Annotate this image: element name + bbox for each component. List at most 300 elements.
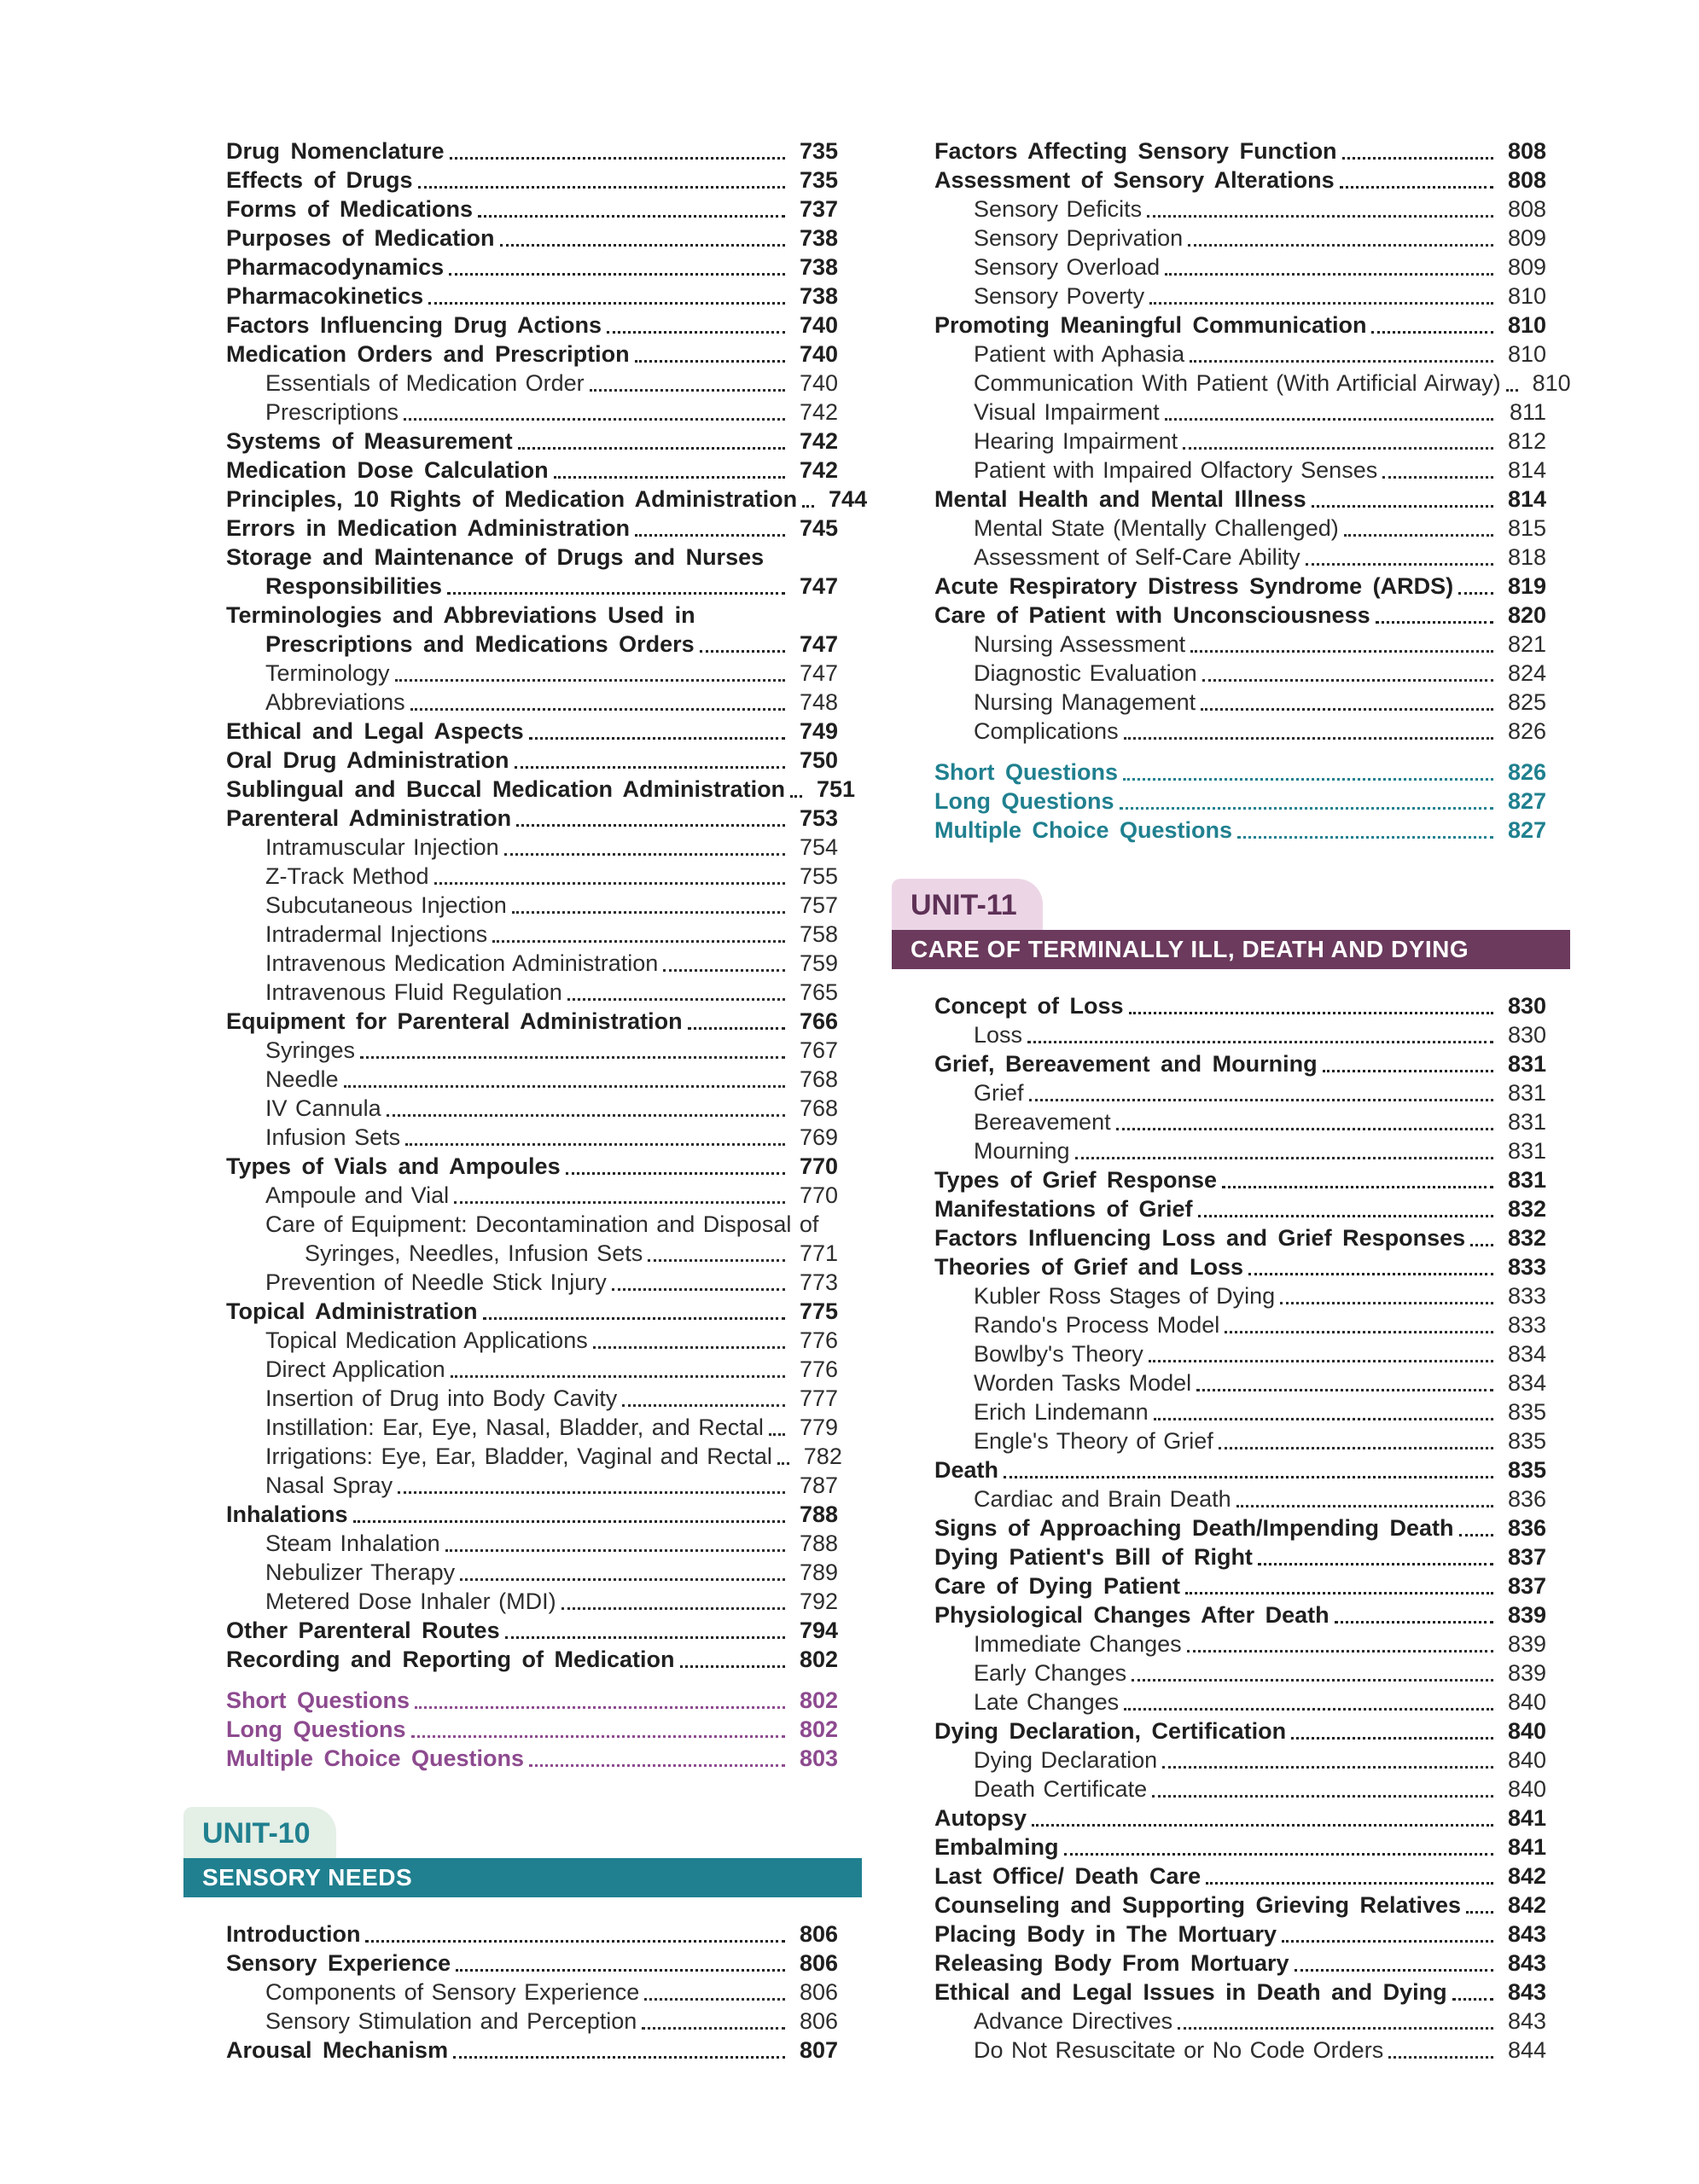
toc-entry-label: Mental Health and Mental Illness [934,486,1306,512]
dot-leader [769,1433,785,1436]
toc-entry-label: Equipment for Parenteral Administration [226,1008,683,1034]
dot-leader [1190,650,1493,653]
toc-entry-label: Types of Grief Response [934,1167,1218,1193]
page-number: 776 [799,1356,838,1382]
toc-entry-label: Embalming [934,1834,1059,1860]
toc-entry-label: Medication Dose Calculation [226,457,549,483]
toc-entry-label: Sublingual and Buccal Medication Administration [226,776,786,802]
toc-row [226,891,838,920]
page-number: 770 [799,1182,838,1208]
toc-entry-label: Syringes, Needles, Infusion Sets [305,1240,643,1266]
dot-leader [1075,1157,1493,1159]
dot-leader [434,882,785,885]
toc-entry-label: Oral Drug Administration [226,747,509,773]
page-number: 777 [799,1385,838,1411]
toc-row [934,1862,1546,1891]
dot-leader [1064,1853,1493,1856]
page-number: 735 [799,167,838,193]
page-number: 749 [799,718,838,744]
toc-entry-label: Advance Directives [974,2008,1173,2034]
toc-entry-label: Intravenous Fluid Regulation [265,979,562,1005]
toc-row [226,601,838,630]
toc-list [183,1920,862,2065]
dot-leader [1335,1621,1493,1623]
page-number: 836 [1507,1515,1546,1541]
page-number: 809 [1507,225,1546,251]
toc-row [226,833,838,862]
toc-entry-label: Introduction [226,1921,361,1947]
page-number: 767 [799,1037,838,1063]
toc-entry-label: Nebulizer Therapy [265,1560,456,1585]
toc-entry-label: Recording and Reporting of Medication [226,1647,675,1672]
toc-entry-label: Essentials of Medication Order [265,370,585,396]
toc-entry-label: Promoting Meaningful Communication [934,312,1367,338]
toc-entry-label: Death [934,1457,999,1483]
page-number: 831 [1507,1051,1546,1077]
toc-row [226,1949,838,1978]
dot-leader [1154,1418,1493,1420]
toc-entry-label: Pharmacokinetics [226,283,424,309]
page-number: 755 [799,863,838,889]
page-number: 747 [799,573,838,599]
toc-entry-label: Intravenous Medication Administration [265,950,659,976]
toc-entry-label: Dying Declaration, Certification [934,1718,1287,1744]
page-number: 742 [799,457,838,483]
toc-row [226,1529,838,1558]
dot-leader [1032,1824,1493,1827]
toc-entry-label: Sensory Deficits [974,196,1143,222]
dot-leader [642,2027,785,2030]
toc-row [226,746,838,775]
page-number: 837 [1507,1573,1546,1599]
dot-leader [1149,302,1493,305]
toc-row [934,1165,1546,1194]
toc-entry-label: Dying Patient's Bill of Right [934,1544,1253,1570]
toc-row [934,282,1546,311]
toc-row [226,282,838,311]
dot-leader [1466,1911,1493,1914]
page-number: 754 [799,834,838,860]
toc-row [934,340,1546,369]
page-number: 738 [799,254,838,280]
toc-entry-label: Mourning [974,1138,1070,1164]
dot-leader [607,331,785,334]
toc-entry-label: Irrigations: Eye, Ear, Bladder, Vaginal and Rectal [265,1443,772,1469]
toc-row [934,1368,1546,1397]
toc-row [934,1920,1546,1949]
toc-entry-label: Intradermal Injections [265,921,488,947]
page-number: 738 [799,225,838,251]
toc-entry-label: Short Questions [934,759,1119,785]
toc-row [226,1413,838,1442]
page-number: 810 [1507,312,1546,338]
toc-entry-label: Theories of Grief and Loss [934,1254,1244,1280]
toc-entry-label: Nursing Management [974,689,1196,715]
toc-entry-label: Other Parenteral Routes [226,1618,500,1643]
dot-leader [1123,778,1493,781]
page-number: 788 [799,1531,838,1556]
toc-row [226,427,838,456]
unit-title-bar: SENSORY NEEDS [183,1858,862,1897]
toc-entry-label: Short Questions [226,1687,410,1713]
dot-leader [1190,360,1493,363]
dot-leader [504,853,785,856]
dot-leader [1225,1331,1493,1333]
toc-row [226,1239,838,1268]
dot-leader [415,1706,785,1709]
toc-row [934,136,1546,166]
dot-leader [344,1085,785,1088]
toc-row [226,1326,838,1355]
page-number: 771 [799,1240,838,1266]
toc-entry-label: Subcutaneous Injection [265,892,507,918]
dot-leader [700,650,785,653]
toc-entry-label: Patient with Aphasia [974,341,1185,367]
page-number: 840 [1507,1747,1546,1773]
dot-leader [518,447,785,450]
toc-entry-label: Needle [265,1066,339,1092]
toc-entry-label: Early Changes [974,1660,1127,1686]
toc-row [226,1500,838,1529]
dot-leader [1388,2056,1493,2059]
dot-leader [802,505,814,508]
toc-row [934,1078,1546,1107]
dot-leader [1282,1940,1493,1943]
page-number: 806 [799,1950,838,1976]
toc-row [934,1397,1546,1426]
dot-leader [450,157,785,160]
toc-entry-label: Cardiac and Brain Death [974,1486,1231,1512]
unit-header [892,879,1570,969]
toc-entry-label: Ampoule and Vial [265,1182,450,1208]
toc-entry-label: Multiple Choice Questions [934,817,1233,843]
toc-row [934,369,1571,398]
page-number: 812 [1507,428,1546,454]
toc-row [226,253,838,282]
page-number: 834 [1507,1341,1546,1367]
toc-entry-label: Instillation: Ear, Eye, Nasal, Bladder, and Rectal [265,1414,764,1440]
dot-leader [1258,1563,1493,1565]
dot-leader [1237,836,1493,839]
dot-leader [515,766,785,769]
page-number: 830 [1507,1022,1546,1048]
toc-entry-label: Sensory Poverty [974,283,1145,309]
page-number: 840 [1507,1776,1546,1802]
toc-entry-label: Late Changes [974,1689,1120,1715]
page-number: 831 [1507,1080,1546,1106]
page-number: 779 [799,1414,838,1440]
dot-leader [428,302,785,305]
dot-leader [529,737,785,740]
toc-row [934,1252,1546,1281]
toc-row [934,1223,1546,1252]
toc-row [226,1065,838,1094]
page-number: 744 [829,486,868,512]
dot-leader [360,1056,785,1059]
toc-row [934,543,1546,572]
page-number: 825 [1507,689,1546,715]
page-number: 843 [1507,2008,1546,2034]
page-number: 809 [1507,254,1546,280]
page-number: 831 [1507,1167,1546,1193]
toc-entry-label: Concept of Loss [934,993,1124,1019]
toc-entry-label: IV Cannula [265,1095,381,1121]
page-number: 740 [799,312,838,338]
toc-entry-label: Z-Track Method [265,863,429,889]
dot-leader [404,418,785,421]
dot-leader [1222,1186,1493,1188]
toc-entry-label: Multiple Choice Questions [226,1745,525,1771]
toc-row [226,775,856,804]
toc-entry-label: Physiological Changes After Death [934,1602,1330,1628]
toc-entry-label: Engle's Theory of Grief [974,1428,1213,1454]
dot-leader [453,2056,785,2059]
dot-leader [1152,1795,1493,1798]
dot-leader [622,1404,785,1407]
toc-row [934,427,1546,456]
toc-row [226,2036,838,2065]
toc-entry-label: Topical Medication Applications [265,1327,588,1353]
dot-leader [365,1940,785,1943]
toc-entry-label: Factors Influencing Drug Actions [226,312,602,338]
toc-entry-label: Hearing Impairment [974,428,1178,454]
toc-entry-label: Dying Declaration [974,1747,1158,1773]
dot-leader [663,969,785,972]
page-number: 759 [799,950,838,976]
toc-entry-label: Complications [974,718,1119,744]
toc-row [226,630,838,659]
toc-entry-label: Worden Tasks Model [974,1370,1192,1396]
dot-leader [1306,563,1493,566]
toc-entry-label: Long Questions [934,788,1114,814]
toc-entry-label: Acute Respiratory Distress Syndrome (ARDS) [934,573,1454,599]
dot-leader [1185,1592,1493,1594]
page-number: 750 [799,747,838,773]
toc-entry-label: Grief, Bereavement and Mourning [934,1051,1318,1077]
toc-entry-label: Principles, 10 Rights of Medication Administration [226,486,798,512]
toc-entry-label: Bereavement [974,1109,1111,1135]
dot-leader [1165,273,1493,276]
dot-leader [483,1317,785,1320]
toc-row [934,572,1546,601]
page-number: 826 [1507,718,1546,744]
page-number: 788 [799,1502,838,1527]
toc-row [226,1181,838,1210]
toc-row [934,1774,1546,1804]
toc-row [934,485,1546,514]
toc-row [934,1281,1546,1310]
toc-row [934,1949,1546,1978]
toc-row [226,1210,838,1239]
page-number: 806 [799,1921,838,1947]
page-number: 832 [1507,1225,1546,1251]
toc-row [226,1587,838,1616]
dot-leader [648,1259,785,1262]
dot-leader [590,389,785,392]
page-number: 753 [799,805,838,831]
toc-row [934,166,1546,195]
page-number: 773 [799,1269,838,1295]
toc-entry-label: Sensory Stimulation and Perception [265,2008,637,2034]
toc-row [226,1978,838,2007]
toc-row [934,1833,1546,1862]
toc-entry-label: Kubler Ross Stages of Dying [974,1283,1276,1309]
dot-leader [1280,1302,1493,1304]
toc-entry-label: Sensory Experience [226,1950,451,1976]
page-number: 810 [1507,341,1546,367]
page-number: 742 [799,399,838,425]
page-number: 768 [799,1095,838,1121]
page-number: 747 [799,631,838,657]
dot-leader [512,911,785,914]
page-number: 814 [1507,486,1546,512]
page-number: 839 [1507,1660,1546,1686]
toc-row [226,978,838,1007]
toc-entry-label: Drug Nomenclature [226,138,445,164]
dot-leader [1344,534,1493,537]
dot-leader [478,215,785,218]
toc-row [226,543,838,572]
toc-entry-label: Arousal Mechanism [226,2037,449,2063]
toc-entry-label: Counseling and Supporting Grieving Relatives [934,1892,1462,1918]
toc-entry-label: Sensory Deprivation [974,225,1184,251]
toc-entry-label: Terminologies and Abbreviations Used in [226,602,695,628]
toc-column-right [892,136,1570,2065]
toc-row [934,1804,1546,1833]
page-number: 738 [799,283,838,309]
toc-row [226,1094,838,1123]
toc-row [934,1600,1546,1629]
page-number: 765 [799,979,838,1005]
toc-row [226,456,838,485]
page-number: 833 [1507,1283,1546,1309]
toc-list [183,136,868,1674]
unit-label: UNIT-10 [183,1807,336,1858]
toc-entry-label: Responsibilities [265,573,443,599]
toc-row [934,1426,1546,1455]
dot-leader [567,998,785,1001]
dot-leader [1178,2027,1493,2030]
dot-leader [554,476,785,479]
dot-leader [451,1375,785,1378]
page-number: 811 [1509,399,1546,425]
toc-row [934,1891,1546,1920]
toc-row [934,601,1546,630]
dot-leader [635,534,785,537]
toc-entry-label: Ethical and Legal Issues in Death and Dying [934,1979,1447,2005]
dot-leader [1124,1708,1493,1711]
page-number: 768 [799,1066,838,1092]
dot-leader [516,824,785,827]
toc-row [226,1616,838,1645]
toc-row [226,1442,842,1471]
toc-entry-label: Ethical and Legal Aspects [226,718,524,744]
toc-row [934,1571,1546,1600]
toc-entry-label: Steam Inhalation [265,1531,440,1556]
dot-leader [612,1288,785,1291]
toc-row [934,2007,1546,2036]
page-number: 770 [799,1153,838,1179]
toc-row [226,1715,838,1744]
toc-row [934,1687,1546,1716]
toc-row [934,1513,1546,1542]
toc-entry-label: Loss [974,1022,1023,1048]
dot-leader [1124,737,1493,740]
toc-row [934,514,1546,543]
toc-row [934,398,1546,427]
toc-entry-label: Diagnostic Evaluation [974,660,1197,686]
toc-entry-label: Care of Patient with Unconsciousness [934,602,1370,628]
dot-leader [1162,1766,1493,1769]
page-number: 834 [1507,1370,1546,1396]
toc-row [226,369,838,398]
toc-row [226,136,838,166]
toc-row [934,1745,1546,1774]
toc-entry-label: Care of Equipment: Decontamination and Disposal of [265,1211,819,1237]
page-number: 843 [1507,1921,1546,1947]
toc-row [226,1355,838,1384]
toc-row [226,340,838,369]
dot-leader [1132,1679,1493,1682]
toc-row [226,717,838,746]
page-number: 835 [1507,1428,1546,1454]
page-number: 827 [1507,788,1546,814]
toc-row [934,1716,1546,1745]
toc-row [934,195,1546,224]
page-number: 769 [799,1124,838,1150]
toc-entry-label: Types of Vials and Ampoules [226,1153,561,1179]
page-number: 740 [799,341,838,367]
toc-entry-label: Releasing Body From Mortuary [934,1950,1289,1976]
dot-leader [1198,1215,1493,1217]
page-number: 835 [1507,1399,1546,1425]
toc-entry-label: Death Certificate [974,1776,1148,1802]
page-number: 808 [1507,138,1546,164]
dot-leader [1004,1476,1493,1478]
toc-row [226,514,838,543]
toc-entry-label: Autopsy [934,1805,1027,1831]
questions-list [183,1686,862,1773]
toc-entry-label: Intramuscular Injection [265,834,499,860]
dot-leader [411,1735,786,1738]
dot-leader [500,244,785,247]
page-number: 802 [799,1687,838,1713]
page-number: 776 [799,1327,838,1353]
toc-entry-label: Abbreviations [265,689,405,715]
page-number: 806 [799,1979,838,2005]
dot-leader [1459,1534,1493,1536]
page-number: 808 [1507,196,1546,222]
toc-entry-label: Nursing Assessment [974,631,1186,657]
toc-row [934,1542,1546,1571]
toc-row [934,1107,1546,1136]
toc-row [934,1978,1546,2007]
dot-leader [492,940,785,943]
toc-entry-label: Topical Administration [226,1298,478,1324]
dot-leader [398,1491,785,1494]
dot-leader [1312,505,1493,508]
dot-leader [644,1998,785,2001]
page-number: 842 [1507,1863,1546,1889]
toc-entry-label: Communication With Patient (With Artificial Airway) [974,370,1501,396]
toc-entry-label: Infusion Sets [265,1124,401,1150]
dot-leader [505,1636,785,1639]
page-number: 758 [799,921,838,947]
dot-leader [1295,1969,1493,1972]
dot-leader [1371,331,1493,334]
page-number: 782 [803,1443,842,1469]
toc-entry-label: Medication Orders and Prescription [226,341,630,367]
